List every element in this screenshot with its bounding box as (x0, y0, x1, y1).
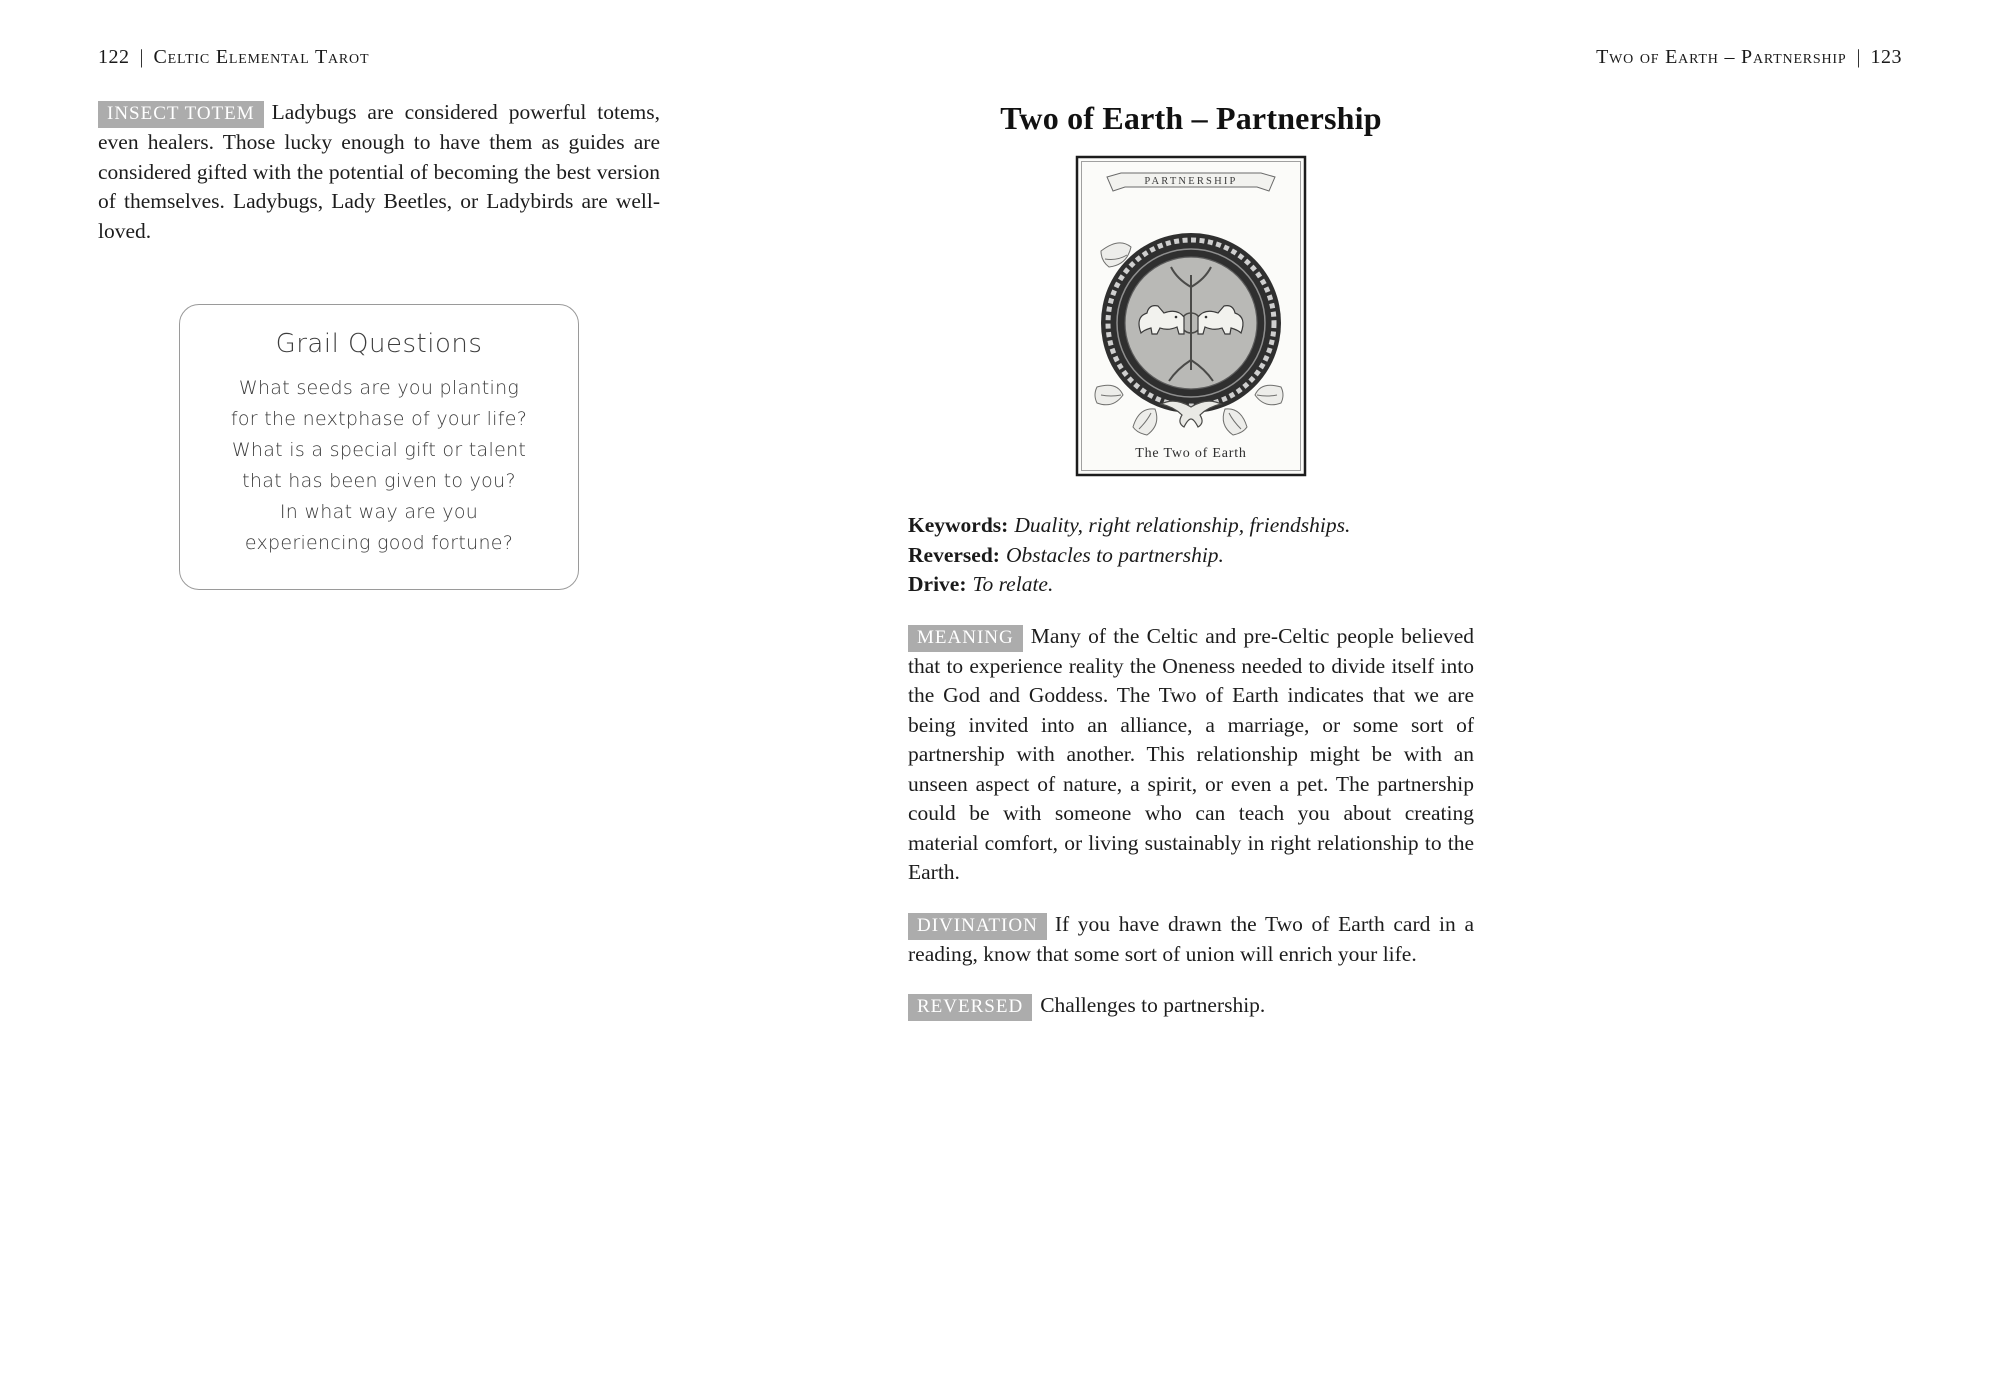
left-page (98, 98, 660, 590)
insect-totem-paragraph (98, 98, 660, 246)
card-caption: The Two of Earth (1135, 446, 1247, 461)
keywords-line (908, 511, 1474, 541)
keywords-label: Keywords: (908, 513, 1009, 537)
tarot-card-illustration (1075, 155, 1307, 477)
left-page-number: 122 (98, 46, 130, 68)
grail-question-line: for the nextphase of your life? (230, 408, 528, 430)
drive-text: To relate. (972, 572, 1054, 596)
grail-questions-box (179, 304, 579, 590)
reversed-keyword-text: Obstacles to partnership. (1005, 542, 1224, 567)
reversed-paragraph (908, 991, 1474, 1021)
right-running-head (1596, 46, 1902, 69)
keywords-block (908, 511, 1474, 600)
divination-paragraph (908, 910, 1474, 970)
left-header-separator: | (139, 46, 144, 68)
grail-question-line: What is a special gift or talent (231, 439, 527, 461)
grail-question-line: In what way are you (279, 501, 479, 523)
grail-questions-title: Grail Questions (275, 329, 483, 359)
meaning-paragraph (908, 622, 1474, 888)
grail-question-line: What seeds are you planting (238, 377, 520, 399)
reversed-keyword-label: Reversed: (908, 542, 1000, 567)
drive-label: Drive: (908, 572, 967, 596)
right-page (908, 100, 1474, 1043)
right-header-separator: | (1856, 46, 1861, 68)
meaning-text: Many of the Celtic and pre-Celtic people believed that to experience reality the Oneness needed to divide itself into the God and Goddess. The Two of Earth indicates that we are being invited into an alliance, a marriage, or some sort of partnership with another. This relationship might be with an unseen aspect of nature, a spirit, or even a pet. The partnership could be with someone who can teach you about creating material comfort, or living sustainably in right relationship to the Earth. (908, 623, 1474, 884)
divination-label: DIVINATION (908, 913, 1047, 940)
book-title: Celtic Elemental Tarot (153, 46, 370, 68)
banner-text: PARTNERSHIP (1144, 176, 1238, 187)
meaning-label: MEANING (908, 625, 1023, 652)
divination-text: If you have drawn the Two of Earth card in a reading, know that some sort of union will enrich your life. (908, 911, 1474, 966)
insect-totem-text: Ladybugs are considered powerful totems, even healers. Those lucky enough to have them as guides are considered gifted with the potential of becoming the best version of themselves. Ladybugs, Lady Beetles, or Ladybirds are well-loved. (98, 100, 660, 243)
left-running-head (98, 46, 369, 69)
grail-question-line: that has been given to you? (242, 470, 516, 492)
right-page-number: 123 (1870, 46, 1902, 68)
keywords-text: Duality, right relationship, friendships. (1014, 513, 1351, 537)
insect-totem-label: INSECT TOTEM (98, 101, 264, 128)
reversed-text: Challenges to partnership. (1040, 993, 1266, 1017)
right-header-chapter: Two of Earth – Partnership (1596, 46, 1847, 68)
page-title: Two of Earth – Partnership (1000, 100, 1382, 136)
drive-line (908, 570, 1474, 600)
grail-question-line: experiencing good fortune? (244, 532, 514, 554)
reversed-keyword-line (908, 541, 1474, 571)
reversed-label: REVERSED (908, 994, 1032, 1021)
